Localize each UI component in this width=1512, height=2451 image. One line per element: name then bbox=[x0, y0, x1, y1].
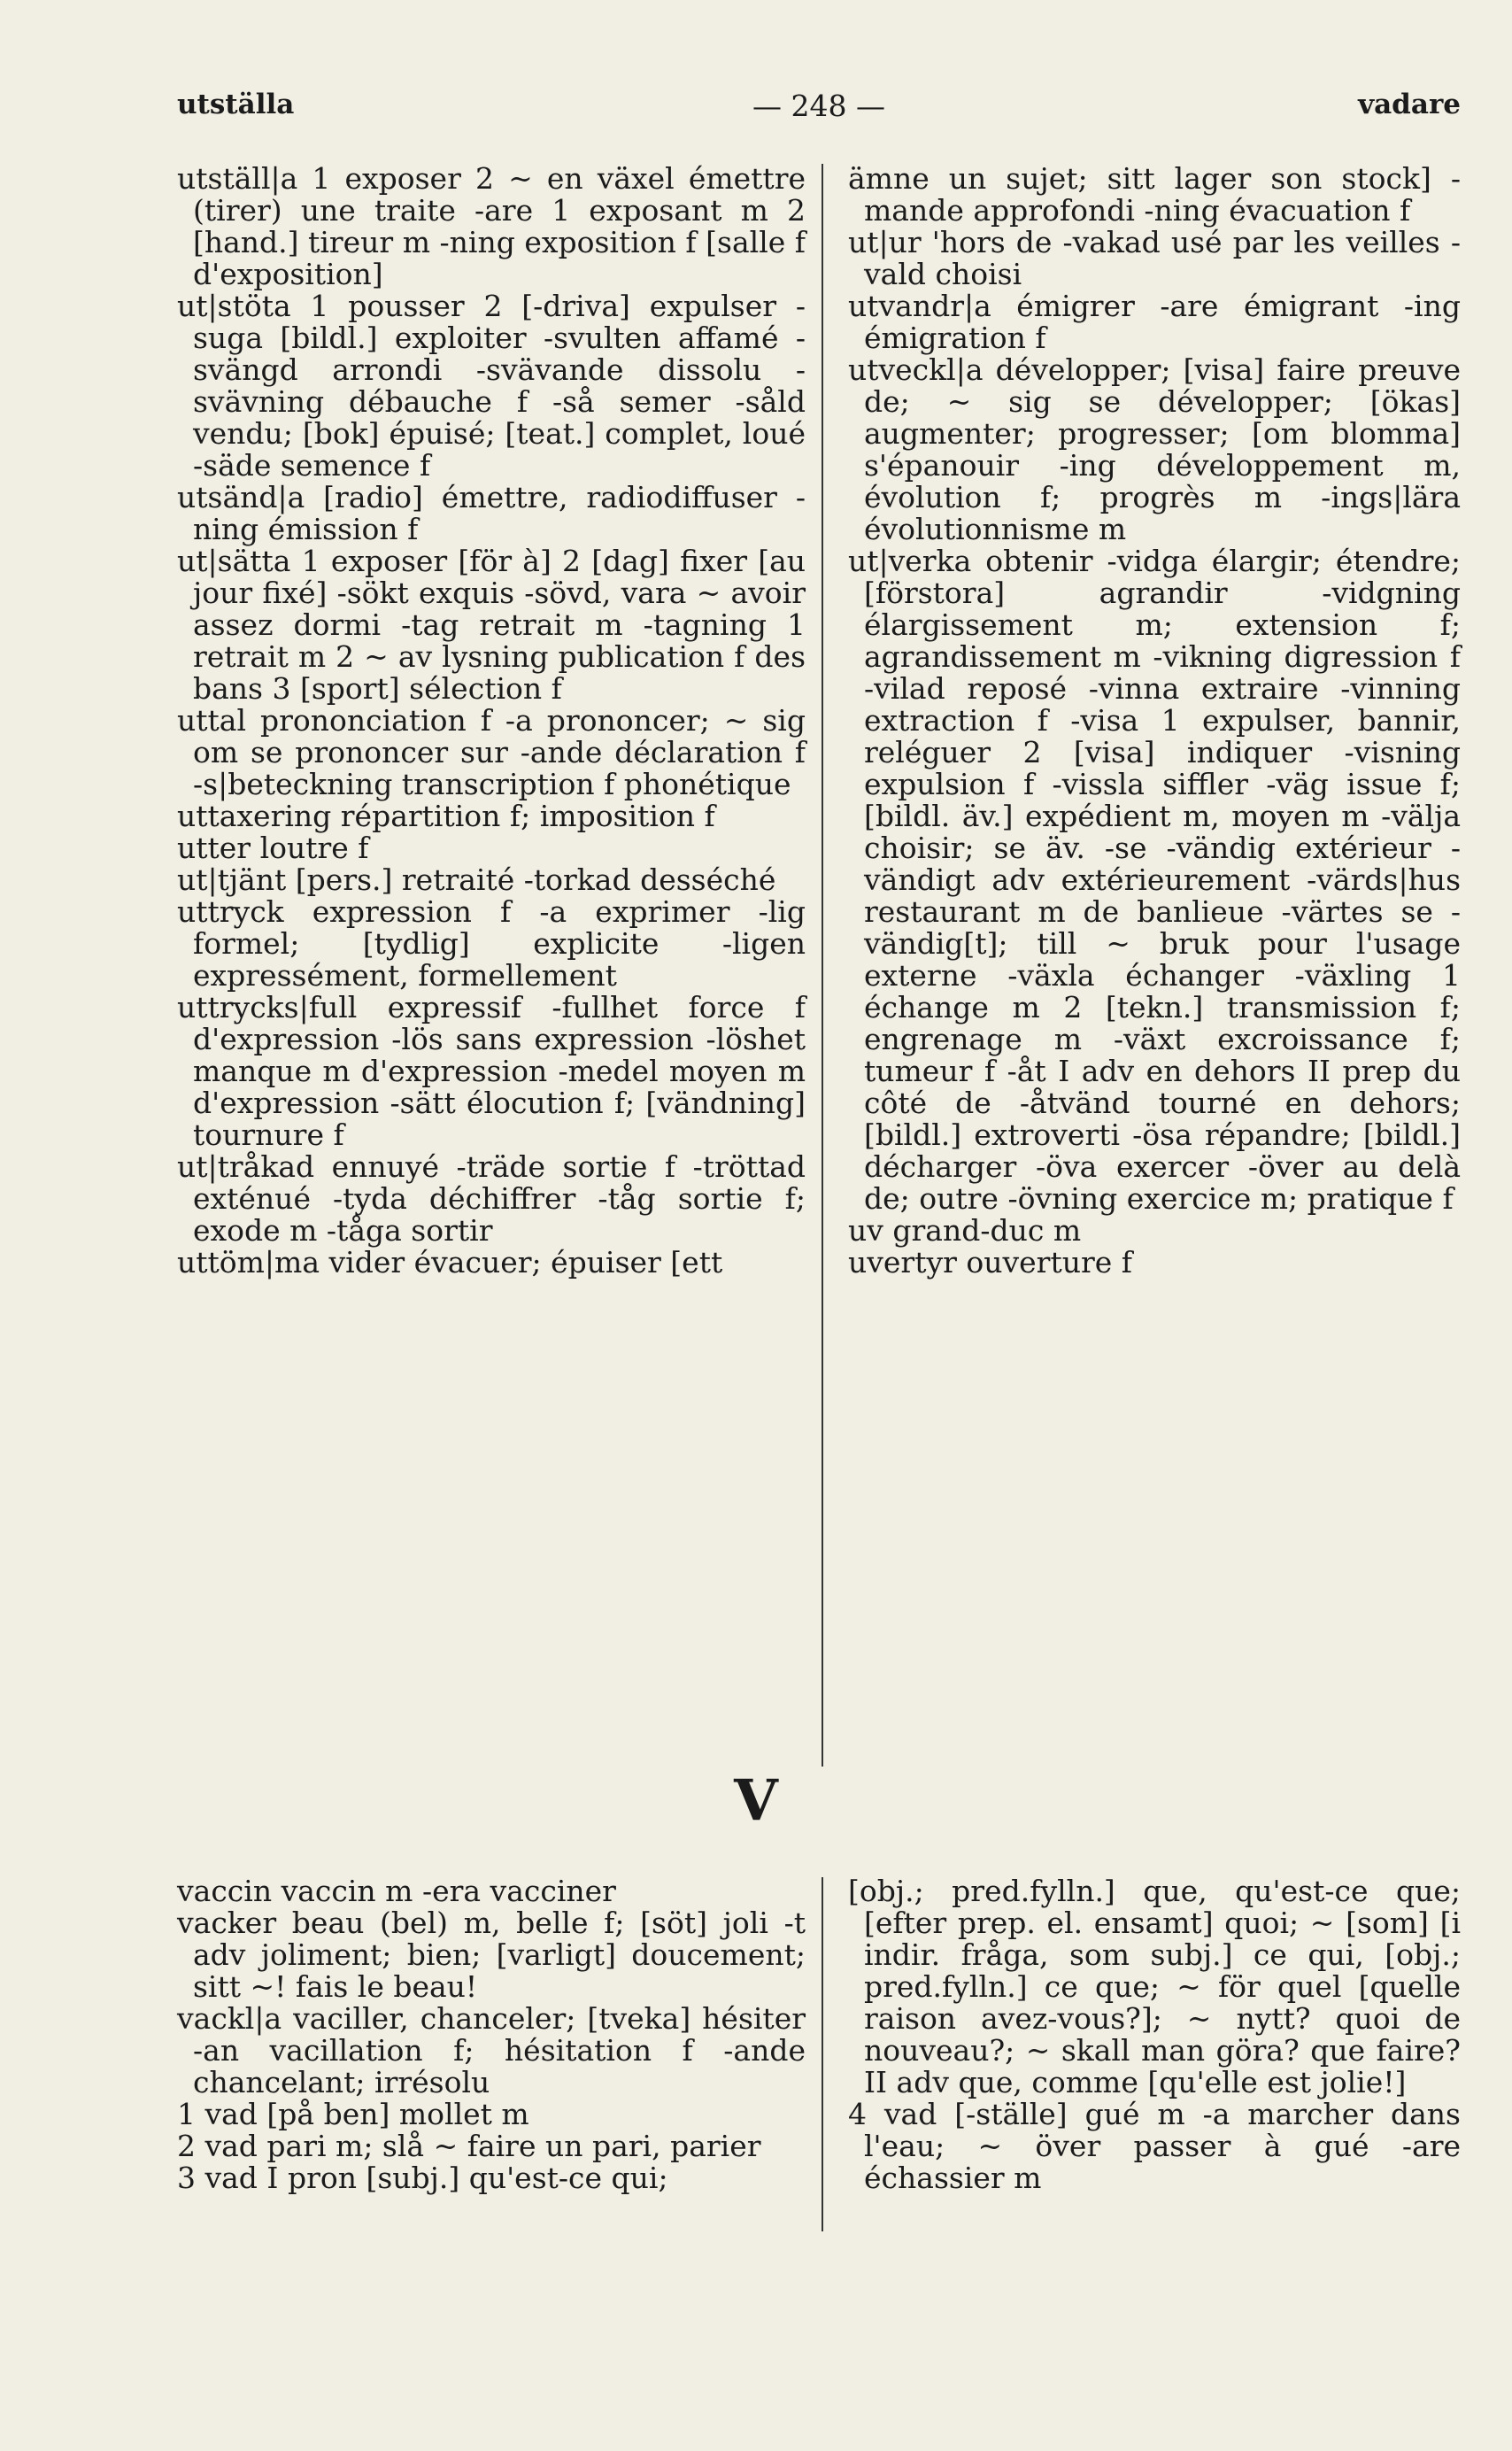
column-divider-top bbox=[822, 164, 823, 1767]
dictionary-entry: vaccin vaccin m -era vacciner bbox=[177, 1874, 616, 1908]
column-divider-bottom bbox=[822, 1877, 823, 2231]
dictionary-entry: 1 vad [på ben] mollet m bbox=[177, 2097, 529, 2131]
dictionary-entry: 2 vad pari m; slå ~ faire un pari, parier bbox=[177, 2129, 761, 2163]
header-guide-word-left: utställa bbox=[177, 89, 295, 120]
dictionary-entry: ut|tråkad ennuyé -träde sortie f -tröttad exténué -tyda déchiffrer -tåg sortie f; exode m -tåga sortir bbox=[177, 1149, 806, 1248]
section-letter: V bbox=[734, 1767, 778, 1834]
dictionary-entry: [obj.; pred.fylln.] que, qu'est-ce que; [efter prep. el. ensamt] quoi; ~ [som] [i indir. fråga, som subj.] ce qui, [obj.; pred.fylln.] ce que; ~ för quel [quelle raison avez-vous?]; ~ nytt? quoi de nouveau?; ~ skall man göra? que faire? II adv que, comme [qu'elle est jolie!] bbox=[848, 1874, 1461, 2099]
header-guide-word-right: vadare bbox=[1358, 89, 1461, 120]
dictionary-entry: ut|sätta 1 exposer [för à] 2 [dag] fixer [au jour fixé] -sökt exquis -sövd, vara ~ avoir assez dormi -tag retrait m -tagning 1 retrait m 2 ~ av lysning publication f des bans 3 [sport] sélection f bbox=[177, 544, 806, 706]
dictionary-entry: ut|verka obtenir -vidga élargir; étendre; [förstora] agrandir -vidgning élargissement m; extension f; agrandissement m -vikning digression f -vilad reposé -vinna extraire -vinning extraction f -visa 1 expulser, bannir, reléguer 2 [visa] indiquer -visning expulsion f -vissla siffler -väg issue f; [bildl. äv.] expédient m, moyen m -välja choisir; se äv. -se -vändig extérieur -vändigt adv extérieurement -värds|hus restaurant m de banlieue -värtes se -vändig[t]; till ~ bruk pour l'usage externe -växla échanger -växling 1 échange m 2 [tekn.] transmission f; engrenage m -växt excroissance f; tumeur f -åt I adv en dehors II prep du côté de -åtvänd tourné en dehors; [bildl.] extroverti -ösa répandre; [bildl.] décharger -öva exercer -över au delà de; outre -övning exercice m; pratique f bbox=[848, 544, 1461, 1216]
dictionary-entry: uv grand-duc m bbox=[848, 1213, 1082, 1248]
dictionary-entry: uttaxering répartition f; imposition f bbox=[177, 799, 715, 833]
dictionary-entry: utsänd|a [radio] émettre, radiodiffuser -ning émission f bbox=[177, 480, 806, 546]
dictionary-entry: uvertyr ouverture f bbox=[848, 1245, 1132, 1280]
dictionary-entry: 4 vad [-ställe] gué m -a marcher dans l'eau; ~ över passer à gué -are échassier m bbox=[848, 2097, 1461, 2195]
dictionary-entry: ut|stöta 1 pousser 2 [-driva] expulser -suga [bildl.] exploiter -svulten affamé -svängd arrondi -svävande dissolu -svävning débauche f -så semer -såld vendu; [bok] épuisé; [teat.] complet, loué -säde semence f bbox=[177, 289, 806, 483]
dictionary-entry: 3 vad I pron [subj.] qu'est-ce qui; bbox=[177, 2161, 668, 2195]
page-header bbox=[177, 89, 1461, 142]
column-bottom-right bbox=[848, 1875, 1461, 2194]
dictionary-entry: uttal prononciation f -a prononcer; ~ sig om se prononcer sur -ande déclaration f -s|beteckning transcription f phonétique bbox=[177, 703, 806, 801]
column-bottom-left bbox=[177, 1875, 806, 2194]
dictionary-entry: utställ|a 1 exposer 2 ~ en växel émettre (tirer) une traite -are 1 exposant m 2 [hand.] tireur m -ning exposition f [salle f d'exposition] bbox=[177, 161, 806, 291]
dictionary-entry: vackl|a vaciller, chanceler; [tveka] hésiter -an vacillation f; hésitation f -ande chancelant; irrésolu bbox=[177, 2001, 806, 2099]
dictionary-entry: ämne un sujet; sitt lager son stock] -mande approfondi -ning évacuation f bbox=[848, 161, 1461, 228]
dictionary-entry: utveckl|a développer; [visa] faire preuve de; ~ sig se développer; [ökas] augmenter; progresser; [om blomma] s'épanouir -ing développement m, évolution f; progrès m -ings|lära évolutionnisme m bbox=[848, 352, 1461, 546]
column-top-left bbox=[177, 163, 806, 1279]
dictionary-entry: ut|ur 'hors de -vakad usé par les veilles -vald choisi bbox=[848, 225, 1461, 291]
column-top-right bbox=[848, 163, 1461, 1279]
dictionary-entry: uttöm|ma vider évacuer; épuiser [ett bbox=[177, 1245, 723, 1280]
dictionary-entry: uttryck expression f -a exprimer -lig formel; [tydlig] explicite -ligen expressément, formellement bbox=[177, 894, 806, 993]
dictionary-entry: utvandr|a émigrer -are émigrant -ing émigration f bbox=[848, 289, 1461, 355]
dictionary-entry: vacker beau (bel) m, belle f; [söt] joli -t adv joliment; bien; [varligt] doucement; sitt ~! fais le beau! bbox=[177, 1906, 806, 2004]
dictionary-entry: ut|tjänt [pers.] retraité -torkad desséché bbox=[177, 862, 776, 897]
page-number: — 248 — bbox=[752, 89, 885, 123]
dictionary-entry: uttrycks|full expressif -fullhet force f d'expression -lös sans expression -löshet manque m d'expression -medel moyen m d'expression -sätt élocution f; [vändning] tournure f bbox=[177, 990, 806, 1152]
dictionary-entry: utter loutre f bbox=[177, 831, 369, 865]
